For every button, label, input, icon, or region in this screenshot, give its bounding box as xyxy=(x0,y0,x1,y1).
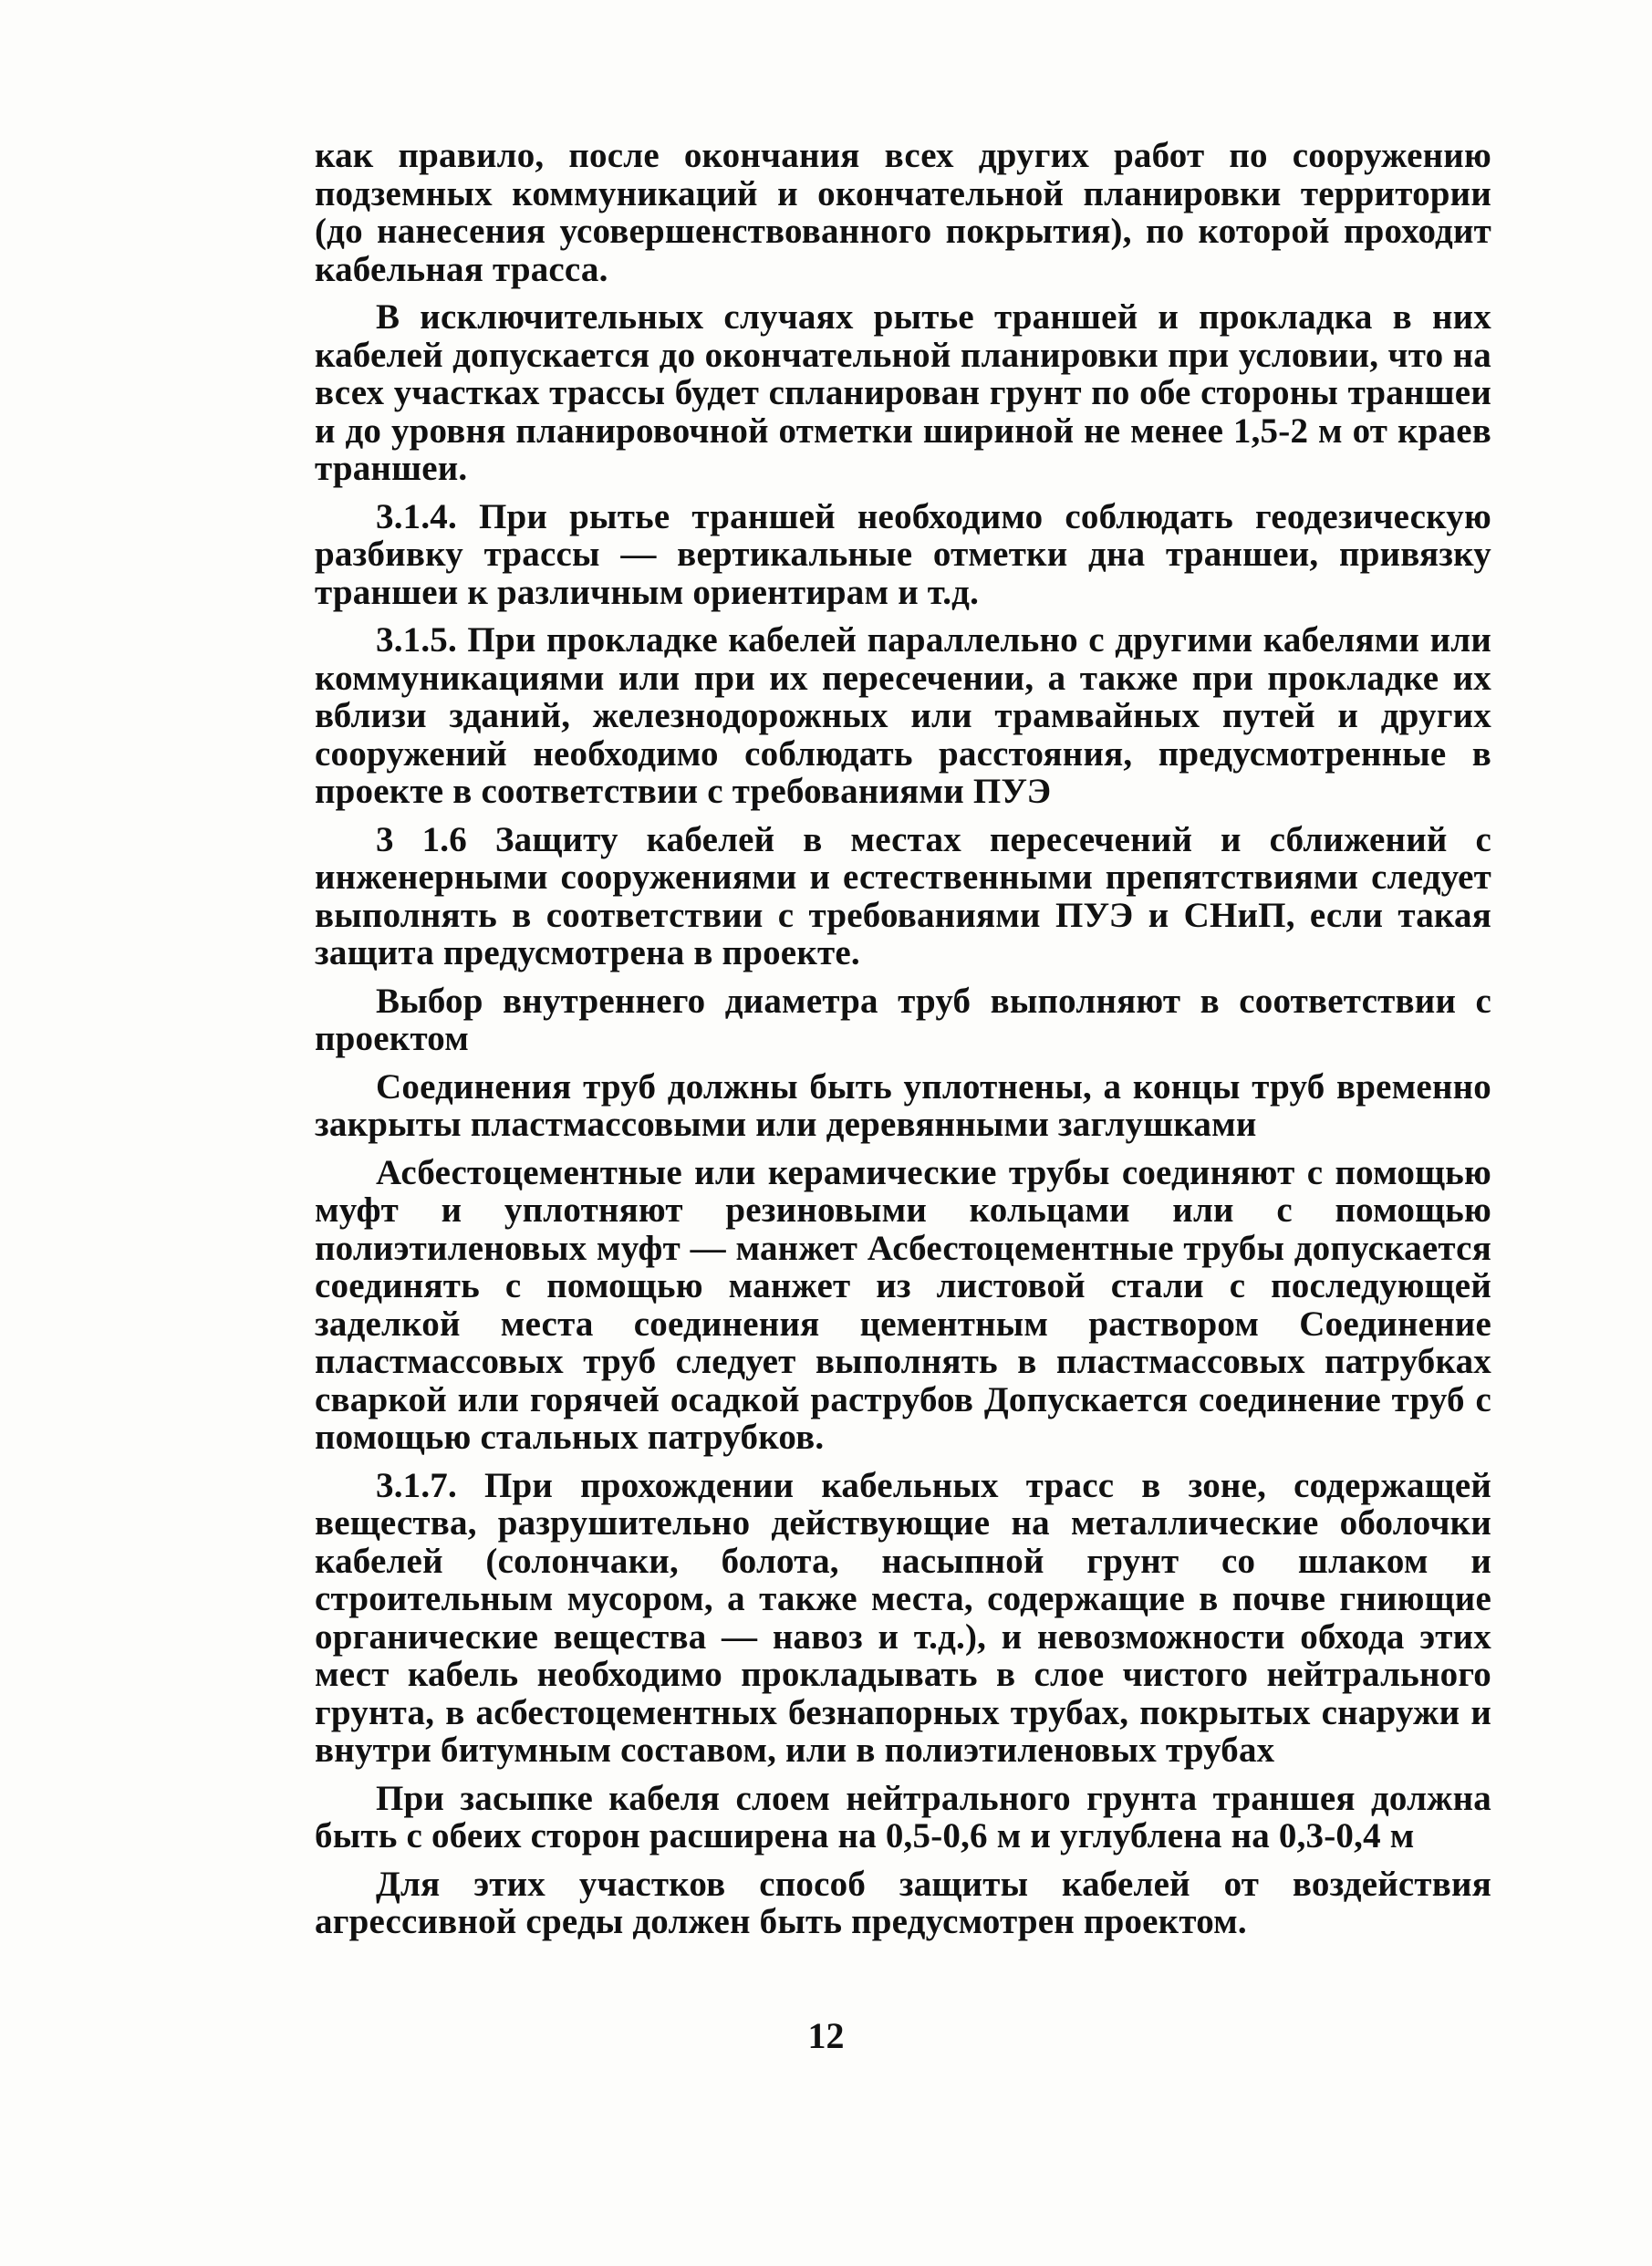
body-text xyxy=(315,137,1491,1951)
paragraph-pipe-connection: Асбестоцементные или керамические трубы соединяют с помощью муфт и уплотняют резиновыми кольцами или с помощью полиэтиленовых муфт — манжет Асбестоцементные трубы допускается соединять с помощью манжет из листовой стали с последующей заделкой места соединения цементным раствором Соединение пластмассовых труб следует выполнять в пластмассовых патрубках сваркой или горячей осадкой раструбов Допускается соединение труб с помощью стальных патрубков. xyxy=(315,1152,1491,1457)
paragraph-3-1-5: 3.1.5. При прокладке кабелей параллельно с другими кабелями или коммуникациями или при их пересечении, а также при прокладке их вблизи зданий, железнодорожных или трамвайных путей и других сооружений необходимо соблюдать расстояния, предусмотренные в проекте в соответствии с требованиями ПУЭ xyxy=(315,620,1491,811)
paragraph-exceptional-cases: В исключительных случаях рытье траншей и прокладка в них кабелей допускается до окончательной планировки при условии, что на всех участках трассы будет спланирован грунт по обе стороны траншеи и до уровня планировочной отметки шириной не менее 1,5-2 м от краев траншеи. xyxy=(315,297,1491,488)
paragraph-pipe-sealing: Соединения труб должны быть уплотнены, а концы труб временно закрыты пластмассовыми или деревянными заглушками xyxy=(315,1066,1491,1144)
paragraph-continuation: как правило, после окончания всех других работ по сооружению подземных коммуникаций и окончательной планировки территории (до нанесения усовершенствованного покрытия), по которой проходит кабельная трасса. xyxy=(315,136,1491,289)
paragraph-backfill: При засыпке кабеля слоем нейтрального грунта траншея должна быть с обеих сторон расширена на 0,5-0,6 м и углублена на 0,3-0,4 м xyxy=(315,1778,1491,1855)
page-number: 12 xyxy=(807,2015,845,2056)
paragraph-pipe-diameter: Выбор внутреннего диаметра труб выполняют в соответствии с проектом xyxy=(315,981,1491,1058)
paragraph-3-1-6: 3 1.6 Защиту кабелей в местах пересечений и сближений с инженерными сооружениями и естественными препятствиями следует выполнять в соответствии с требованиями ПУЭ и СНиП, если такая защита предусмотрена в проекте. xyxy=(315,819,1491,972)
paragraph-3-1-7: 3.1.7. При прохождении кабельных трасс в зоне, содержащей вещества, разрушительно действующие на металлические оболочки кабелей (солончаки, болота, насыпной грунт со шлаком и строительным мусором, а также места, содержащие в почве гниющие органические вещества — навоз и т.д.), и невозможности обхода этих мест кабель необходимо прокладывать в слое чистого нейтрального грунта, в асбестоцементных безнапорных трубах, покрытых снаружи и внутри битумным составом, или в полиэтиленовых трубах xyxy=(315,1465,1491,1770)
paragraph-protection-method: Для этих участков способ защиты кабелей от воздействия агрессивной среды должен быть предусмотрен проектом. xyxy=(315,1864,1491,1941)
paragraph-3-1-4: 3.1.4. При рытье траншей необходимо соблюдать геодезическую разбивку трассы — вертикальные отметки дна траншеи, привязку траншеи к различным ориентирам и т.д. xyxy=(315,496,1491,612)
